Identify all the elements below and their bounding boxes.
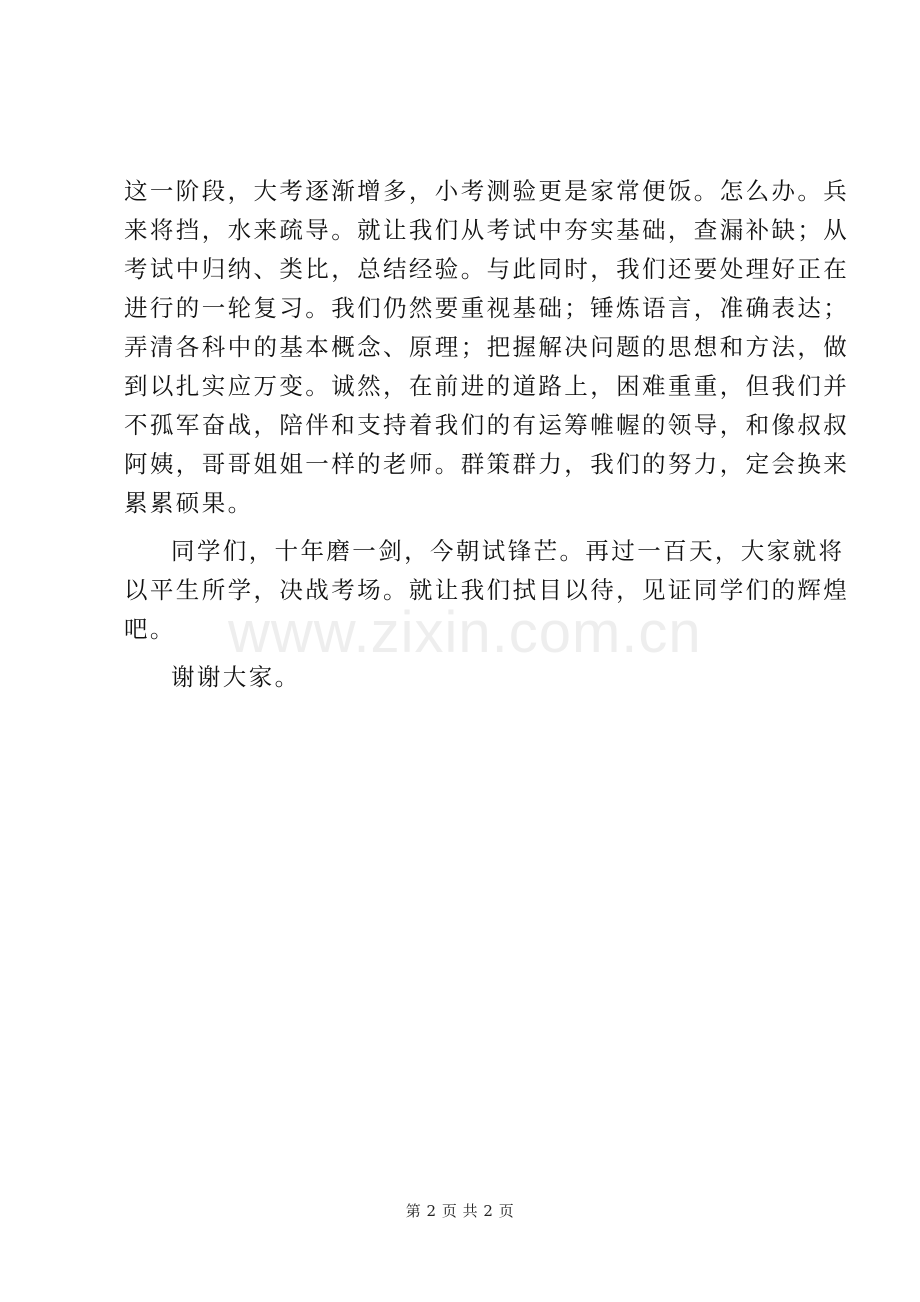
text-line: 同学们，十年磨一剑，今朝试锋芒。再过一百天，大家就将 xyxy=(171,537,845,565)
paragraph-1 xyxy=(124,172,850,523)
text-line: 弄清各科中的基本概念、原理；把握解决问题的思想和方法，做 xyxy=(124,333,850,361)
text-line: 吧。 xyxy=(124,615,176,643)
text-line: 进行的一轮复习。我们仍然要重视基础；锤炼语言，准确表达； xyxy=(124,294,850,322)
document-body xyxy=(124,172,850,697)
text-line: 来将挡，水来疏导。就让我们从考试中夯实基础，查漏补缺；从 xyxy=(124,216,850,244)
paragraph-3 xyxy=(124,658,814,697)
text-line: 考试中归纳、类比，总结经验。与此同时，我们还要处理好正在 xyxy=(124,255,850,283)
paragraph-2 xyxy=(124,532,850,649)
text-line: 累累硕果。 xyxy=(124,489,254,517)
text-line: 以平生所学，决战考场。就让我们拭目以待，见证同学们的辉煌 xyxy=(124,576,850,604)
text-line: 谢谢大家。 xyxy=(171,663,301,691)
page-number-footer: 第 2 页 共 2 页 xyxy=(405,1202,515,1220)
watermark: www.zixin.com.cn xyxy=(228,600,702,665)
text-line: 阿姨，哥哥姐姐一样的老师。群策群力，我们的努力，定会换来 xyxy=(124,450,850,478)
text-line: 不孤军奋战，陪伴和支持着我们的有运筹帷幄的领导，和像叔叔 xyxy=(124,411,850,439)
text-line: 到以扎实应万变。诚然，在前进的道路上，困难重重，但我们并 xyxy=(124,372,850,400)
text-line: 这一阶段，大考逐渐增多，小考测验更是家常便饭。怎么办。兵 xyxy=(124,177,850,205)
